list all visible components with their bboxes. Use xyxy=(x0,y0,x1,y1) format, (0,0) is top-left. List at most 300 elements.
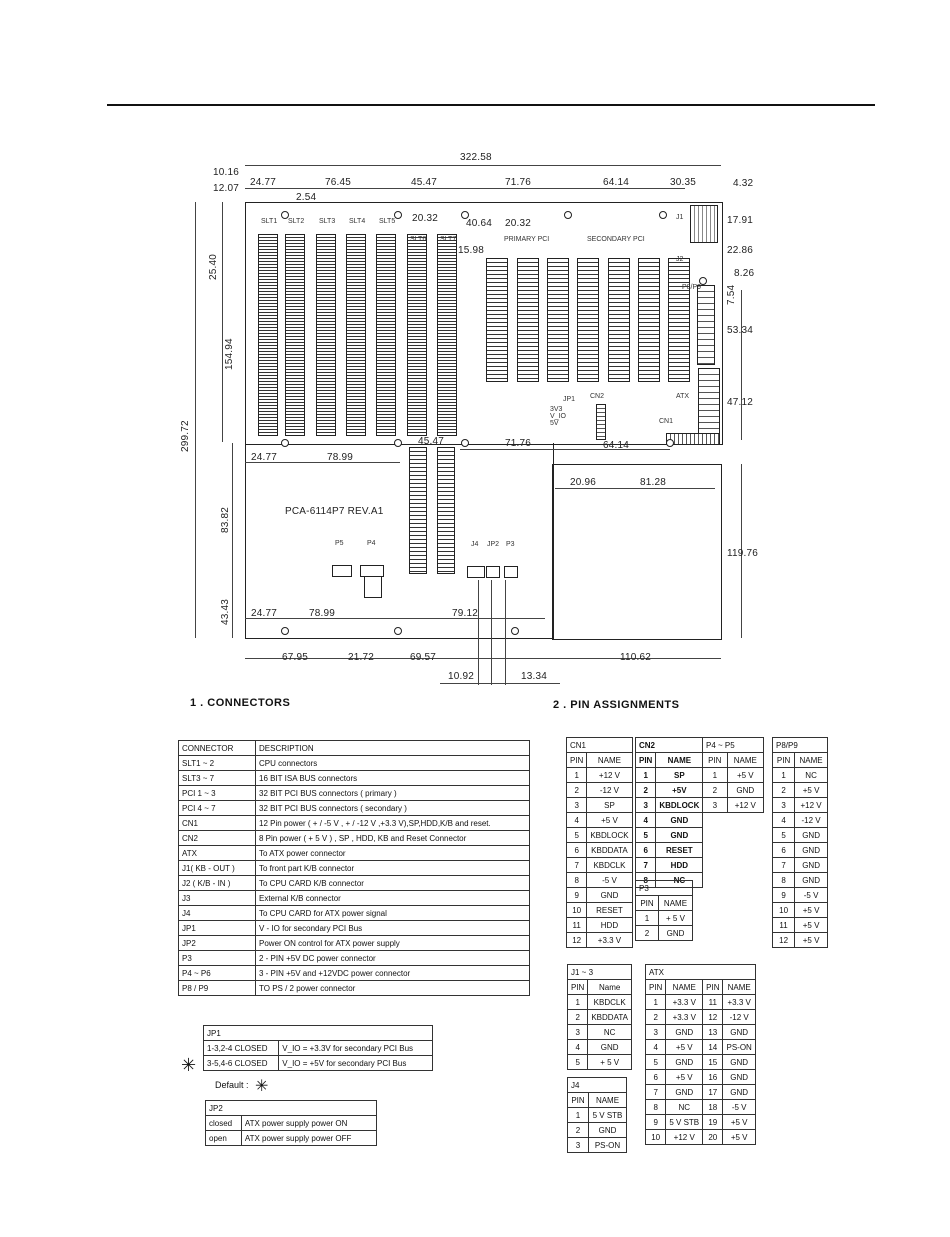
pin-name-cell: +5 V xyxy=(723,1115,755,1130)
pin-row xyxy=(568,995,632,1010)
pin-name-cell: RESET xyxy=(587,903,632,918)
pin-name-cell: +5 V xyxy=(587,813,632,828)
pin-row xyxy=(567,798,633,813)
pin-table-header: NAME xyxy=(587,753,632,768)
dim-40-64: 40.64 xyxy=(466,218,493,229)
pin-table-title: ATX xyxy=(646,965,756,980)
p8p9-pin-table xyxy=(772,737,828,948)
pin-table-header: PIN xyxy=(568,1093,589,1108)
mount-hole xyxy=(461,211,469,219)
connector-desc-cell: Power ON control for ATX power supply xyxy=(256,936,530,951)
pin-table-header: PIN xyxy=(636,896,659,911)
dim-43-43: 43.43 xyxy=(220,598,231,625)
pin-row xyxy=(568,1138,627,1153)
pin-number-cell: 3 xyxy=(568,1138,589,1153)
pin-name-cell: NC xyxy=(656,873,703,888)
cn2-label: CN2 xyxy=(590,393,605,400)
connector-desc-cell: 32 BIT PCI BUS connectors ( secondary ) xyxy=(256,801,530,816)
connector-name-cell: PCI 4 ~ 7 xyxy=(179,801,256,816)
pin-number-cell: 11 xyxy=(703,995,723,1010)
pci-slot-7 xyxy=(668,258,690,382)
connector-desc-cell: To front part K/B connector xyxy=(256,861,530,876)
pin-table-header: PIN xyxy=(773,753,795,768)
primary-pci-label: PRIMARY PCI xyxy=(504,236,550,243)
pin-number-cell: 4 xyxy=(568,1040,588,1055)
connectors-row xyxy=(179,921,530,936)
atx-label: ATX xyxy=(676,393,690,400)
pin-number-cell: 19 xyxy=(703,1115,723,1130)
slot-label-4: SLT4 xyxy=(349,218,366,225)
pin-name-cell: SP xyxy=(587,798,632,813)
lower-slot-a xyxy=(409,447,427,574)
pin-row xyxy=(636,911,693,926)
pin-name-cell: GND xyxy=(795,858,828,873)
pin-name-cell: +5 V xyxy=(795,903,828,918)
pin-row xyxy=(568,1123,627,1138)
slot-slt4 xyxy=(346,234,366,436)
slot-label-7: SLT7 xyxy=(440,236,457,243)
pin-table-header: PIN xyxy=(703,980,723,995)
pin-table-title: P8/P9 xyxy=(773,738,828,753)
dim-7-54: 7.54 xyxy=(726,284,737,305)
pin-number-cell: 18 xyxy=(703,1100,723,1115)
pin-name-cell: -5 V xyxy=(795,888,828,903)
board-model-label: PCA-6114P7 REV.A1 xyxy=(285,506,384,517)
dim-64-14-top: 64.14 xyxy=(603,177,630,188)
connectors-row xyxy=(179,951,530,966)
pin-number-cell: 5 xyxy=(567,828,587,843)
connectors-row xyxy=(179,756,530,771)
connector-desc-cell: External K/B connector xyxy=(256,891,530,906)
connector-cn1 xyxy=(666,433,720,445)
dim-81-28: 81.28 xyxy=(640,477,667,488)
pin-name-cell: HDD xyxy=(656,858,703,873)
pin-row xyxy=(568,1040,632,1055)
jp2-title: JP2 xyxy=(206,1101,377,1116)
pin-table-header: PIN xyxy=(567,753,587,768)
mount-hole xyxy=(511,627,519,635)
dim-119-76: 119.76 xyxy=(727,548,759,559)
secondary-pci-label: SECONDARY PCI xyxy=(587,236,645,243)
pin-row xyxy=(646,1085,756,1100)
pin-row xyxy=(703,798,764,813)
pin-name-cell: NC xyxy=(795,768,828,783)
connector-p4-body xyxy=(364,576,382,598)
pin-name-cell: GND xyxy=(656,828,703,843)
dim-45-47-top: 45.47 xyxy=(411,177,438,188)
connector-p5 xyxy=(332,565,352,577)
pin-number-cell: 2 xyxy=(567,783,587,798)
jp1-desc-cell: V_IO = +3.3V for secondary PCI Bus xyxy=(279,1041,433,1056)
pin-row xyxy=(773,918,828,933)
pin-table-header: NAME xyxy=(656,753,703,768)
pin-name-cell: SP xyxy=(656,768,703,783)
pin-row xyxy=(773,933,828,948)
pin-name-cell: GND xyxy=(666,1085,703,1100)
slot-label-3: SLT3 xyxy=(319,218,336,225)
connectors-row xyxy=(179,891,530,906)
p5-label: P5 xyxy=(335,540,344,547)
pin-name-cell: -5 V xyxy=(723,1100,755,1115)
jp1-setting-cell: 1-3,2-4 CLOSED xyxy=(204,1041,279,1056)
pin-number-cell: 2 xyxy=(773,783,795,798)
pin-name-cell: +5V xyxy=(656,783,703,798)
pin-number-cell: 7 xyxy=(567,858,587,873)
dim-21-72: 21.72 xyxy=(348,652,375,663)
pin-row xyxy=(568,1010,632,1025)
p4-label: P4 xyxy=(367,540,376,547)
connector-p8p9 xyxy=(697,285,715,365)
pin-number-cell: 7 xyxy=(646,1085,666,1100)
pin-row xyxy=(567,813,633,828)
pin-name-cell: GND xyxy=(656,813,703,828)
pin-name-cell: GND xyxy=(795,843,828,858)
pin-row xyxy=(567,843,633,858)
dim-24-77-mid: 24.77 xyxy=(251,452,278,463)
pin-name-cell: GND xyxy=(795,828,828,843)
pin-number-cell: 2 xyxy=(636,783,656,798)
pin-row xyxy=(773,768,828,783)
pin-name-cell: 5 V STB xyxy=(589,1108,627,1123)
connectors-row xyxy=(179,816,530,831)
pin-number-cell: 8 xyxy=(646,1100,666,1115)
pci-slot-2 xyxy=(517,258,539,382)
connector-name-cell: P3 xyxy=(179,951,256,966)
mount-hole xyxy=(394,211,402,219)
pin-row xyxy=(773,828,828,843)
slot-slt7 xyxy=(437,234,457,436)
connectors-row xyxy=(179,861,530,876)
pin-number-cell: 1 xyxy=(646,995,666,1010)
connectors-table xyxy=(178,740,530,996)
board-outline-right-block xyxy=(552,464,722,640)
connectors-row xyxy=(179,936,530,951)
dim-8-26: 8.26 xyxy=(734,268,755,279)
pci-slot-3 xyxy=(547,258,569,382)
connector-desc-cell: 32 BIT PCI BUS connectors ( primary ) xyxy=(256,786,530,801)
pin-row xyxy=(773,783,828,798)
jp2-table xyxy=(205,1100,377,1146)
pin-row xyxy=(703,783,764,798)
jp1-label: JP1 xyxy=(563,396,576,403)
connectors-heading: 1 . CONNECTORS xyxy=(190,697,291,709)
connectors-row xyxy=(179,786,530,801)
connectors-row xyxy=(179,831,530,846)
pci-slot-6 xyxy=(638,258,660,382)
pin-table-header: NAME xyxy=(723,980,755,995)
pin-number-cell: 13 xyxy=(703,1025,723,1040)
pin-table-header: NAME xyxy=(795,753,828,768)
lower-slot-b xyxy=(437,447,455,574)
pin-number-cell: 16 xyxy=(703,1070,723,1085)
connector-name-cell: J3 xyxy=(179,891,256,906)
pin-number-cell: 1 xyxy=(703,768,728,783)
pin-number-cell: 9 xyxy=(773,888,795,903)
pin-row xyxy=(773,843,828,858)
pin-name-cell: KBDCLK xyxy=(588,995,632,1010)
jp1-title: JP1 xyxy=(204,1026,433,1041)
jp2-desc-cell: ATX power supply power ON xyxy=(241,1116,376,1131)
pin-table-header: NAME xyxy=(727,753,763,768)
connector-desc-cell: To CPU CARD K/B connector xyxy=(256,876,530,891)
pin-name-cell: +5 V xyxy=(666,1040,703,1055)
dim-25-40: 25.40 xyxy=(208,253,219,280)
pin-name-cell: KBDDATA xyxy=(588,1010,632,1025)
pin-row xyxy=(646,995,756,1010)
mount-hole xyxy=(281,211,289,219)
dim-30-35: 30.35 xyxy=(670,177,697,188)
pin-name-cell: +5 V xyxy=(795,783,828,798)
pin-number-cell: 4 xyxy=(773,813,795,828)
pin-row xyxy=(636,798,703,813)
pin-number-cell: 3 xyxy=(636,798,656,813)
pin-name-cell: -5 V xyxy=(587,873,632,888)
dim-20-96: 20.96 xyxy=(570,477,597,488)
dim-71-76-top: 71.76 xyxy=(505,177,532,188)
pin-row xyxy=(773,873,828,888)
connectors-row xyxy=(179,876,530,891)
connector-name-cell: P8 / P9 xyxy=(179,981,256,996)
pin-table-title: P4 ~ P5 xyxy=(703,738,764,753)
dim-71-76-mid: 71.76 xyxy=(505,438,532,449)
pin-name-cell: +5 V xyxy=(723,1130,755,1145)
pin-assignments-heading: 2 . PIN ASSIGNMENTS xyxy=(553,699,680,711)
slot-label-5: SLT5 xyxy=(379,218,396,225)
pin-row xyxy=(773,903,828,918)
pin-row xyxy=(567,828,633,843)
connector-name-cell: CN2 xyxy=(179,831,256,846)
slot-slt1 xyxy=(258,234,278,436)
jp2-setting-cell: open xyxy=(206,1131,242,1146)
pin-number-cell: 8 xyxy=(773,873,795,888)
pin-number-cell: 2 xyxy=(703,783,728,798)
pin-name-cell: GND xyxy=(666,1055,703,1070)
pin-name-cell: -12 V xyxy=(587,783,632,798)
pin-name-cell: GND xyxy=(589,1123,627,1138)
pin-name-cell: GND xyxy=(795,873,828,888)
pin-row xyxy=(646,1025,756,1040)
pin-name-cell: GND xyxy=(588,1040,632,1055)
atx-pin-table xyxy=(645,964,756,1145)
top-rule xyxy=(107,104,875,106)
connector-desc-cell: TO PS / 2 power connector xyxy=(256,981,530,996)
pin-row xyxy=(773,813,828,828)
connector-name-cell: ATX xyxy=(179,846,256,861)
connector-name-cell: JP1 xyxy=(179,921,256,936)
pin-name-cell: KBDLOCK xyxy=(587,828,632,843)
connector-desc-cell: 16 BIT ISA BUS connectors xyxy=(256,771,530,786)
pin-number-cell: 6 xyxy=(636,843,656,858)
connector-j1-j2 xyxy=(690,205,718,243)
pin-number-cell: 6 xyxy=(646,1070,666,1085)
pin-name-cell: -12 V xyxy=(723,1010,755,1025)
jp2-desc-cell: ATX power supply power OFF xyxy=(241,1131,376,1146)
pin-name-cell: + 5 V xyxy=(658,911,692,926)
pin-name-cell: GND xyxy=(723,1085,755,1100)
connector-desc-cell: 3 - PIN +5V and +12VDC power connector xyxy=(256,966,530,981)
dim-12-07: 12.07 xyxy=(213,183,240,194)
pin-row xyxy=(636,828,703,843)
pci-slot-5 xyxy=(608,258,630,382)
mount-hole xyxy=(281,627,289,635)
mount-hole xyxy=(461,439,469,447)
pin-name-cell: GND xyxy=(727,783,763,798)
pin-number-cell: 10 xyxy=(567,903,587,918)
dim-299-72: 299.72 xyxy=(180,420,191,452)
slot-slt5 xyxy=(376,234,396,436)
pin-row xyxy=(567,888,633,903)
pin-row xyxy=(567,933,633,948)
pin-table-header: PIN xyxy=(703,753,728,768)
pin-number-cell: 3 xyxy=(773,798,795,813)
cn1-pin-table xyxy=(566,737,633,948)
pin-name-cell: KBDDATA xyxy=(587,843,632,858)
pin-name-cell: +3.3 V xyxy=(666,995,703,1010)
pin-number-cell: 14 xyxy=(703,1040,723,1055)
pin-number-cell: 11 xyxy=(773,918,795,933)
pin-number-cell: 2 xyxy=(568,1010,588,1025)
pin-table-header: PIN xyxy=(636,753,656,768)
j4-pin-table xyxy=(567,1077,627,1153)
dim-22-86: 22.86 xyxy=(727,245,754,256)
pin-number-cell: 6 xyxy=(567,843,587,858)
pin-name-cell: GND xyxy=(723,1070,755,1085)
j2-label: J2 xyxy=(676,256,684,263)
connector-name-cell: JP2 xyxy=(179,936,256,951)
pin-table-title: CN1 xyxy=(567,738,633,753)
cn1-label: CN1 xyxy=(659,418,674,425)
connector-name-cell: PCI 1 ~ 3 xyxy=(179,786,256,801)
pin-number-cell: 5 xyxy=(636,828,656,843)
p4p5-pin-table xyxy=(702,737,764,813)
pin-name-cell: NC xyxy=(588,1025,632,1040)
dim-83-82: 83.82 xyxy=(220,506,231,533)
jp1-table xyxy=(203,1025,433,1071)
connector-desc-cell: To ATX power connector xyxy=(256,846,530,861)
dim-13-34: 13.34 xyxy=(521,671,548,682)
pin-name-cell: KBDLOCK xyxy=(656,798,703,813)
dim-67-95: 67.95 xyxy=(282,652,309,663)
dim-10-92: 10.92 xyxy=(448,671,475,682)
slot-label-2: SLT2 xyxy=(288,218,305,225)
pin-row xyxy=(636,843,703,858)
pin-number-cell: 17 xyxy=(703,1085,723,1100)
pin-name-cell: + 5 V xyxy=(588,1055,632,1070)
dim-154-94: 154.94 xyxy=(224,338,235,370)
pin-number-cell: 10 xyxy=(646,1130,666,1145)
pin-number-cell: 12 xyxy=(773,933,795,948)
pin-number-cell: 8 xyxy=(636,873,656,888)
connector-cn2 xyxy=(596,404,606,440)
dim-2-54: 2.54 xyxy=(296,192,317,203)
pin-row xyxy=(636,768,703,783)
pin-number-cell: 4 xyxy=(567,813,587,828)
pin-number-cell: 9 xyxy=(567,888,587,903)
connectors-row xyxy=(179,906,530,921)
pin-table-header: PIN xyxy=(568,980,588,995)
connector-name-cell: SLT1 ~ 2 xyxy=(179,756,256,771)
dim-64-14-mid: 64.14 xyxy=(603,440,630,451)
pin-row xyxy=(636,926,693,941)
dim-47-12: 47.12 xyxy=(727,397,754,408)
pin-name-cell: +3.3 V xyxy=(587,933,632,948)
dim-45-47-mid: 45.47 xyxy=(418,436,445,447)
pin-row xyxy=(773,798,828,813)
pin-table-title: J1 ~ 3 xyxy=(568,965,632,980)
jp1-setting-cell: 3-5,4-6 CLOSED xyxy=(204,1056,279,1071)
pin-name-cell: +5 V xyxy=(795,933,828,948)
pin-row xyxy=(567,858,633,873)
pin-number-cell: 10 xyxy=(773,903,795,918)
pin-number-cell: 8 xyxy=(567,873,587,888)
dim-110-62: 110.62 xyxy=(620,652,652,663)
jp1-desc-cell: V_IO = +5V for secondary PCI Bus xyxy=(279,1056,433,1071)
pin-name-cell: GND xyxy=(666,1025,703,1040)
slot-slt2 xyxy=(285,234,305,436)
pin-name-cell: +3.3 V xyxy=(723,995,755,1010)
pin-table-header: NAME xyxy=(589,1093,627,1108)
pin-name-cell: +5 V xyxy=(795,918,828,933)
pin-row xyxy=(646,1055,756,1070)
pin-row xyxy=(646,1010,756,1025)
cn2-pin-table xyxy=(635,737,703,888)
pin-number-cell: 11 xyxy=(567,918,587,933)
j4-label: J4 xyxy=(471,541,479,548)
pin-name-cell: GND xyxy=(723,1025,755,1040)
pin-name-cell: HDD xyxy=(587,918,632,933)
slot-label-1: SLT1 xyxy=(261,218,278,225)
pin-number-cell: 1 xyxy=(636,768,656,783)
connector-desc-cell: To CPU CARD for ATX power signal xyxy=(256,906,530,921)
connector-atx xyxy=(698,368,720,436)
dim-10-16: 10.16 xyxy=(213,167,240,178)
pin-name-cell: +12 V xyxy=(727,798,763,813)
pin-name-cell: RESET xyxy=(656,843,703,858)
p3-pin-table xyxy=(635,880,693,941)
pin-number-cell: 20 xyxy=(703,1130,723,1145)
pin-name-cell: +5 V xyxy=(727,768,763,783)
dim-78-99-low: 78.99 xyxy=(309,608,336,619)
connector-p3 xyxy=(504,566,518,578)
pin-row xyxy=(773,858,828,873)
pin-number-cell: 6 xyxy=(773,843,795,858)
mount-hole xyxy=(394,627,402,635)
pin-row xyxy=(636,813,703,828)
connector-desc-cell: V - IO for secondary PCI Bus xyxy=(256,921,530,936)
connectors-row xyxy=(179,801,530,816)
pci-slot-1 xyxy=(486,258,508,382)
pin-table-header: NAME xyxy=(658,896,692,911)
dim-53-34: 53.34 xyxy=(727,325,754,336)
connector-desc-cell: 12 Pin power ( + / -5 V , + / -12 V ,+3.3 V),SP,HDD,K/B and reset. xyxy=(256,816,530,831)
pin-number-cell: 7 xyxy=(636,858,656,873)
dim-24-77-low: 24.77 xyxy=(251,608,278,619)
j1-label: J1 xyxy=(676,214,684,221)
pin-name-cell: +12 V xyxy=(666,1130,703,1145)
dim-69-57: 69.57 xyxy=(410,652,437,663)
dim-76-45: 76.45 xyxy=(325,177,352,188)
pin-row xyxy=(646,1130,756,1145)
pin-table-header: NAME xyxy=(666,980,703,995)
dim-20-32-a: 20.32 xyxy=(412,213,439,224)
pin-name-cell: KBDCLK xyxy=(587,858,632,873)
pin-row xyxy=(568,1108,627,1123)
pin-name-cell: PS-ON xyxy=(589,1138,627,1153)
pin-row xyxy=(568,1025,632,1040)
pin-table-title: CN2 xyxy=(636,738,703,753)
p3-label: P3 xyxy=(506,541,515,548)
pin-row xyxy=(646,1070,756,1085)
